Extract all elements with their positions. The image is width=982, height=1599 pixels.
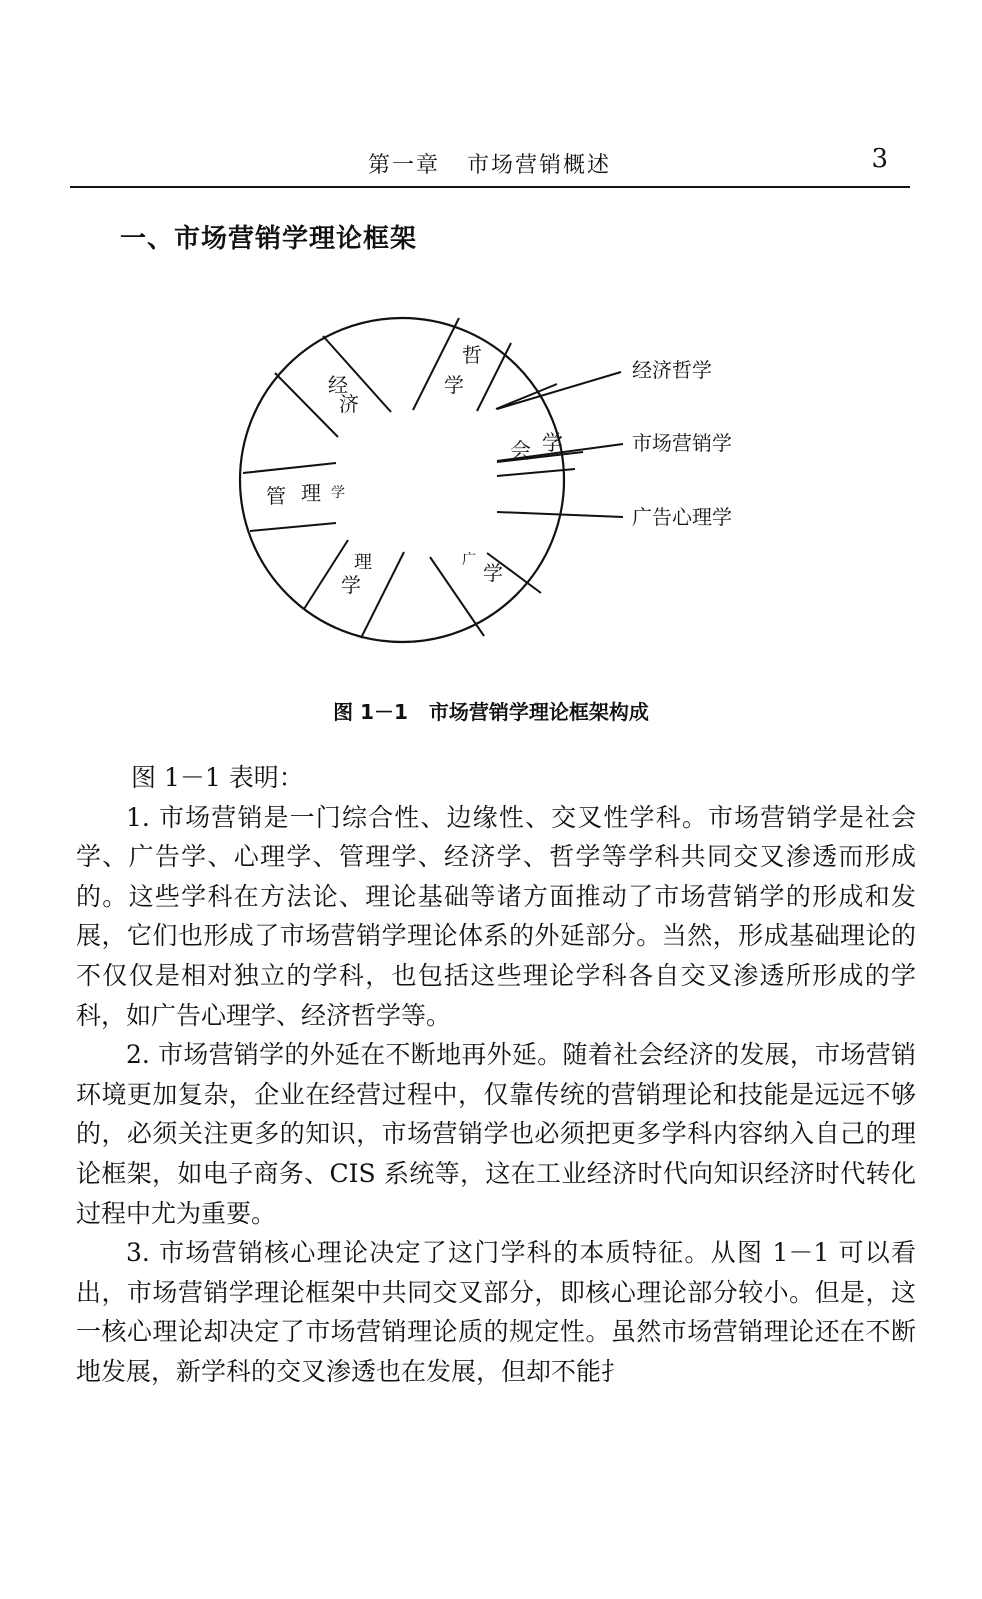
label-philosophy-1: 哲 — [462, 343, 482, 367]
page-number: 3 — [871, 144, 888, 174]
chapter-title: 第一章 市场营销概述 — [368, 153, 611, 178]
label-advertising-2: 学 — [483, 561, 503, 585]
callout-marketing: 市场营销学 — [632, 431, 732, 455]
label-management-1: 管 — [266, 484, 286, 508]
running-header — [70, 140, 910, 188]
label-philosophy-2: 学 — [444, 373, 464, 397]
paragraph-1: 1. 市场营销是一门综合性、边缘性、交叉性学科。市场营销学是社会学、广告学、心理学、管理学、经济学、哲学等学科共同交叉渗透而形成的。这些学科在方法论、理论基础等诸方面推动了市场营销学的形成和发展，它们也形成了市场营销学理论体系的外延部分。当然，形成基础理论的不仅仅是相对独立的学科，也包括这些理论学科各自交叉渗透所形成的学科，如广告心理学、经济哲学等。 — [76, 802, 916, 1030]
callout-economic-philosophy: 经济哲学 — [632, 358, 712, 382]
paragraph-intro: 图 1－1 表明： — [131, 763, 304, 792]
figure-caption: 图 1－1 市场营销学理论框架构成 — [333, 700, 649, 724]
label-management-3: 学 — [331, 485, 345, 501]
label-psychology-2: 学 — [341, 573, 361, 597]
label-psychology-1: 理 — [354, 552, 372, 573]
section-heading: 一、市场营销学理论框架 — [120, 224, 418, 254]
label-sociology-2: 学 — [542, 431, 563, 455]
label-economics-2: 济 — [339, 392, 359, 416]
label-economics-1: 经 — [328, 373, 348, 397]
label-advertising-1: 广 — [462, 552, 476, 568]
paragraph-2: 2. 市场营销学的外延在不断地再外延。随着社会经济的发展，市场营销环境更加复杂，企业在经营过程中，仅靠传统的营销理论和技能是远远不够的，必须关注更多的知识，市场营销学也必须把更多学科内容纳入自己的理论框架，如电子商务、CIS 系统等，这在工业经济时代向知识经济时代转化过程中尤为重要。 — [76, 1040, 916, 1228]
callout-advertising-psychology: 广告心理学 — [632, 505, 732, 529]
label-management-2: 理 — [301, 481, 321, 505]
theory-framework-diagram — [0, 290, 982, 670]
body-text — [76, 758, 916, 1392]
outer-circle — [240, 318, 564, 642]
sector-dividers — [243, 318, 583, 638]
paragraph-3: 3. 市场营销核心理论决定了这门学科的本质特征。从图 1－1 可以看出，市场营销学理论框架中共同交叉部分，即核心理论部分较小。但是，这一核心理论却决定了市场营销理论质的规定性。虽然市场营销理论还在不断地发展，新学科的交叉渗透也在发展，但却不能扌 — [76, 1238, 916, 1386]
label-sociology-1: 会 — [510, 439, 531, 463]
